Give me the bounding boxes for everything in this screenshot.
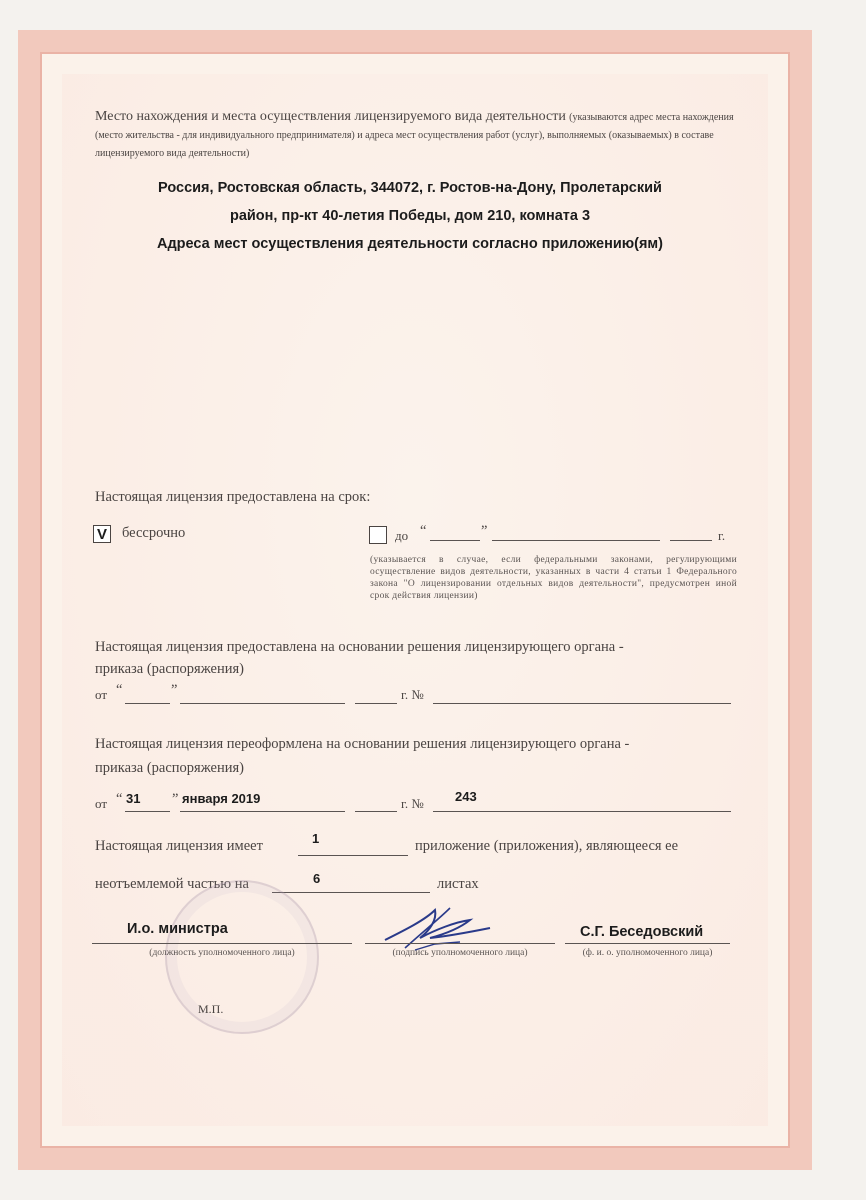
term-note: (указывается в случае, если федеральными законами, регулирующими осуществление видов деятельности, указанных в части 4 статьи 1 Федерального закона "О лицензировании отдельных видов деятельности", предусмотрен иной срок действия лицензии) bbox=[370, 555, 737, 601]
until-day-line bbox=[430, 540, 480, 541]
granted-text bbox=[95, 636, 740, 680]
indefinite-checkbox[interactable] bbox=[93, 525, 111, 543]
sheets-count-line bbox=[272, 892, 430, 893]
appendix-prefix: Настоящая лицензия имеет bbox=[95, 838, 263, 854]
granted-text-line-2: приказа (распоряжения) bbox=[95, 661, 244, 677]
reissued-text-line-2: приказа (распоряжения) bbox=[95, 760, 244, 776]
until-label: до bbox=[395, 528, 409, 543]
position-caption: (должность уполномоченного лица) bbox=[149, 948, 295, 958]
address-line-2: район, пр-кт 40-летия Победы, дом 210, комната 3 bbox=[229, 208, 591, 224]
reissued-day-line bbox=[125, 811, 170, 812]
granted-day-line bbox=[125, 703, 170, 704]
granted-month-line bbox=[180, 703, 345, 704]
reissued-month-year: января 2019 bbox=[182, 791, 261, 806]
signatory-position: И.о. министра bbox=[127, 921, 228, 937]
name-line bbox=[565, 943, 730, 944]
location-heading bbox=[95, 108, 755, 162]
reissued-year-line bbox=[355, 811, 397, 812]
reissued-number: 243 bbox=[455, 789, 477, 804]
signature-line bbox=[365, 943, 555, 944]
until-quote-close: ” bbox=[481, 523, 488, 539]
appendix-count-line bbox=[298, 855, 408, 856]
reissued-number-label: г. № bbox=[401, 796, 424, 811]
address-block bbox=[90, 174, 730, 258]
seal-label: М.П. bbox=[198, 1002, 224, 1016]
address-line-3: Адреса мест осуществления деятельности согласно приложению(ям) bbox=[157, 236, 663, 252]
granted-from-label: от bbox=[95, 687, 108, 702]
reissued-quote-close: ” bbox=[172, 791, 179, 807]
until-month-line bbox=[492, 540, 660, 541]
reissued-month-line bbox=[180, 811, 345, 812]
appendix-count: 1 bbox=[312, 831, 320, 846]
signature-caption: (подпись уполномоченного лица) bbox=[392, 948, 528, 958]
position-line bbox=[92, 943, 352, 944]
term-heading: Настоящая лицензия предоставлена на срок: bbox=[95, 489, 371, 505]
granted-number-label: г. № bbox=[401, 687, 424, 702]
granted-text-line-1: Настоящая лицензия предоставлена на основании решения лицензирующего органа - bbox=[95, 639, 624, 655]
until-checkbox[interactable] bbox=[369, 526, 387, 544]
check-mark: V bbox=[96, 526, 107, 543]
reissued-text-line-1: Настоящая лицензия переоформлена на основании решения лицензирующего органа - bbox=[95, 736, 630, 752]
until-year-line bbox=[670, 540, 712, 541]
location-title: Место нахождения и места осуществления лицензируемого вида деятельности bbox=[95, 109, 566, 124]
reissued-from-label: от bbox=[95, 796, 108, 811]
sheets-count: 6 bbox=[313, 871, 321, 886]
sheets-prefix: неотъемлемой частью на bbox=[95, 876, 249, 892]
location-title-note: (указываются адрес места нахождения (место жительства - для индивидуального предпринимателя) и адреса мест осуществления работ (услуг), выполняемых (оказываемых) в составе лицензируемого вида деятельности) bbox=[95, 112, 734, 159]
until-quote-open: “ bbox=[420, 523, 427, 539]
reissued-number-line bbox=[433, 811, 731, 812]
granted-quote-open: “ bbox=[116, 682, 123, 698]
signatory-name: С.Г. Беседовский bbox=[580, 924, 704, 940]
reissued-day: 31 bbox=[126, 791, 141, 806]
name-caption: (ф. и. о. уполномоченного лица) bbox=[582, 948, 713, 958]
reissued-text bbox=[95, 732, 740, 780]
reissued-quote-open: “ bbox=[116, 791, 123, 807]
granted-number-line bbox=[433, 703, 731, 704]
appendix-suffix: приложение (приложения), являющееся ее bbox=[415, 838, 679, 854]
sheets-suffix: листах bbox=[437, 876, 479, 892]
granted-year-line bbox=[355, 703, 397, 704]
until-year-suffix: г. bbox=[718, 528, 726, 543]
indefinite-label: бессрочно bbox=[122, 525, 186, 541]
address-line-1: Россия, Ростовская область, 344072, г. Ростов-на-Дону, Пролетарский bbox=[158, 180, 662, 196]
granted-quote-close: ” bbox=[171, 682, 178, 698]
